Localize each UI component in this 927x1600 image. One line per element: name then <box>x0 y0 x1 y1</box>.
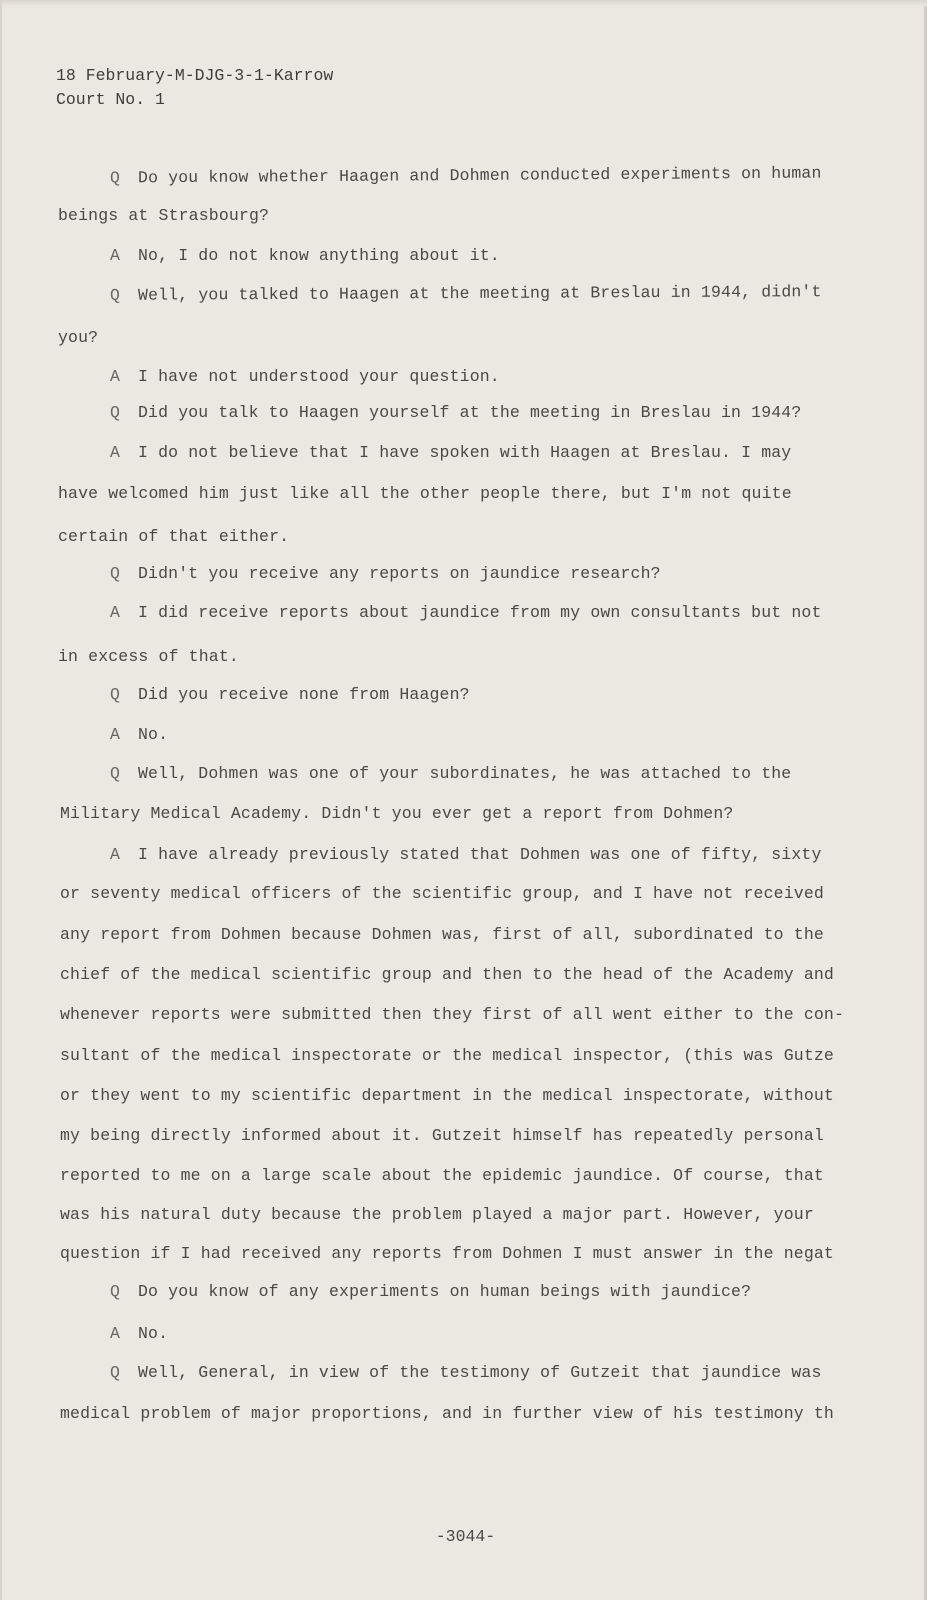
line-text: was his natural duty because the problem played a major part. However, your <box>60 1205 814 1224</box>
line-text: medical problem of major proportions, and in further view of his testimony th <box>60 1404 834 1423</box>
court-number: Court No. 1 <box>56 90 165 109</box>
line-text: Military Medical Academy. Didn't you ever get a report from Dohmen? <box>60 804 734 823</box>
line-text: whenever reports were submitted then they first of all went either to the con- <box>60 1005 845 1024</box>
document-reference: 18 February-M-DJG-3-1-Karrow <box>56 66 334 85</box>
transcript-line <box>110 367 500 386</box>
line-text: Did you talk to Haagen yourself at the meeting in Breslau in 1944? <box>138 403 802 422</box>
transcript-line <box>60 1205 814 1224</box>
line-text: Do you know of any experiments on human beings with jaundice? <box>138 1282 752 1301</box>
line-text: Well, you talked to Haagen at the meeting at Breslau in 1944, didn't <box>137 282 822 305</box>
transcript-line <box>60 1244 834 1263</box>
transcript-line <box>110 603 822 622</box>
line-text: chief of the medical scientific group and then to the head of the Academy and <box>60 965 834 984</box>
transcript-line <box>110 282 822 305</box>
page-number: -3044- <box>435 1527 496 1546</box>
transcript-line <box>110 685 470 704</box>
transcript-line <box>60 1166 824 1185</box>
speaker-label: A <box>110 845 121 864</box>
line-text: certain of that either. <box>58 527 290 546</box>
line-text: Didn't you receive any reports on jaundice research? <box>138 564 661 583</box>
line-text: reported to me on a large scale about the epidemic jaundice. Of course, that <box>60 1166 824 1185</box>
speaker-label: A <box>110 603 121 622</box>
transcript-line <box>60 804 733 823</box>
transcript-line <box>110 845 822 864</box>
line-text: sultant of the medical inspectorate or the medical inspector, (this was Gutze <box>60 1046 834 1065</box>
speaker-label: Q <box>110 685 121 704</box>
line-text: I do not believe that I have spoken with Haagen at Breslau. I may <box>138 443 792 462</box>
speaker-label: A <box>110 443 121 462</box>
line-text: in excess of that. <box>58 647 239 666</box>
transcript-line <box>60 965 834 984</box>
line-text: question if I had received any reports from Dohmen I must answer in the negat <box>60 1244 834 1263</box>
line-text: Did you receive none from Haagen? <box>138 685 470 704</box>
transcript-line <box>60 884 824 903</box>
transcript-line <box>110 403 801 422</box>
line-text: Do you know whether Haagen and Dohmen conducted experiments on human <box>137 163 822 188</box>
transcript-line <box>60 925 824 944</box>
transcript-line <box>110 1282 751 1301</box>
transcript-line <box>60 1046 834 1065</box>
transcript-line <box>110 1324 168 1343</box>
line-text: I did receive reports about jaundice from my own consultants but not <box>138 603 822 622</box>
speaker-label: A <box>110 367 121 386</box>
transcript-line <box>110 246 500 265</box>
line-text: beings at Strasbourg? <box>58 206 270 225</box>
transcript-line <box>58 328 98 347</box>
line-text: No, I do not know anything about it. <box>138 246 500 265</box>
line-text: my being directly informed about it. Gutzeit himself has repeatedly personal <box>60 1126 824 1145</box>
line-text: I have not understood your question. <box>138 367 500 386</box>
transcript-line <box>110 164 822 188</box>
transcript-line <box>110 764 791 783</box>
speaker-label: Q <box>110 403 121 422</box>
speaker-label: Q <box>109 168 121 188</box>
transcript-line <box>58 484 792 503</box>
speaker-label: A <box>110 1324 121 1343</box>
line-text: No. <box>138 1324 169 1343</box>
speaker-label: Q <box>110 564 121 583</box>
line-text: No. <box>138 725 169 744</box>
speaker-label: Q <box>110 764 121 783</box>
line-text: any report from Dohmen because Dohmen was, first of all, subordinated to the <box>60 925 824 944</box>
transcript-line <box>60 1404 834 1423</box>
speaker-label: Q <box>110 1282 121 1301</box>
line-text: you? <box>58 328 99 347</box>
line-text: or they went to my scientific department in the medical inspectorate, without <box>60 1086 834 1105</box>
transcript-line <box>60 1086 834 1105</box>
transcript-line <box>58 527 289 546</box>
page-top-edge <box>2 0 927 6</box>
transcript-line <box>110 725 168 744</box>
speaker-label: A <box>110 725 121 744</box>
line-text: Well, General, in view of the testimony of Gutzeit that jaundice was <box>138 1363 822 1382</box>
transcript-line <box>110 1363 822 1382</box>
transcript-line <box>60 1126 824 1145</box>
transcript-line <box>110 443 791 462</box>
transcript-line <box>58 647 239 666</box>
speaker-label: Q <box>109 285 121 305</box>
transcript-line <box>60 1005 844 1024</box>
speaker-label: A <box>110 246 121 265</box>
line-text: have welcomed him just like all the other people there, but I'm not quite <box>58 484 792 503</box>
transcript-line <box>110 564 661 583</box>
transcript-line <box>58 206 269 225</box>
speaker-label: Q <box>110 1363 121 1382</box>
line-text: I have already previously stated that Dohmen was one of fifty, sixty <box>138 845 822 864</box>
line-text: Well, Dohmen was one of your subordinates, he was attached to the <box>138 764 792 783</box>
line-text: or seventy medical officers of the scientific group, and I have not received <box>60 884 824 903</box>
